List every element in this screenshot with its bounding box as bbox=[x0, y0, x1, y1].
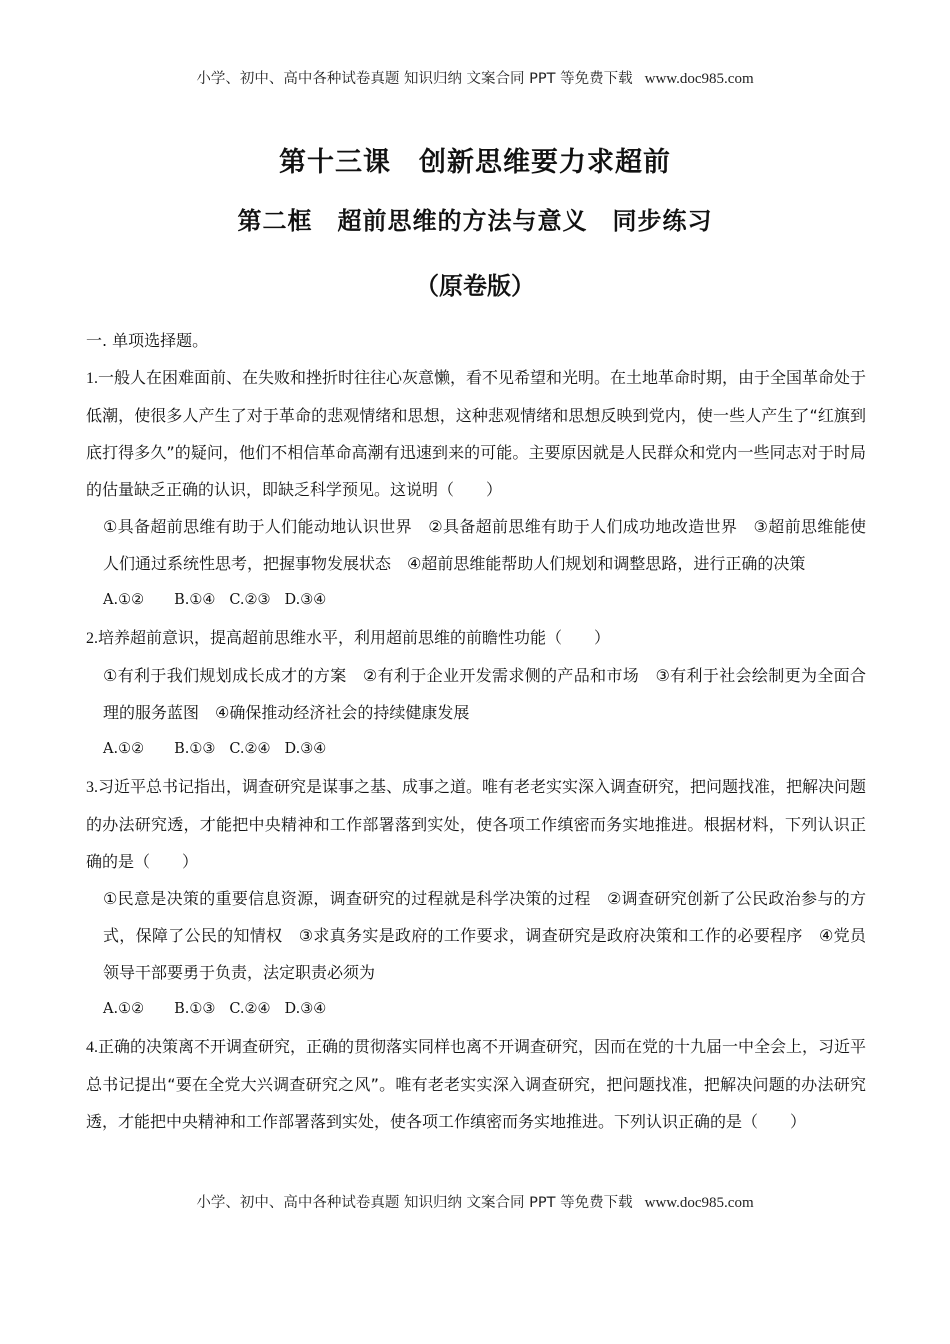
choice-d[interactable]: D.③④ bbox=[284, 592, 327, 608]
choice-c[interactable]: C.②④ bbox=[229, 1001, 271, 1017]
question-options: ①民意是决策的重要信息资源，调查研究的过程就是科学决策的过程 ②调查研究创新了公民政治参与的方式，保障了公民的知情权 ③求真务实是政府的工作要求，调查研究是政府决策和工作的必要程序 ④党员领导干部要勇于负责，法定职责必须为 bbox=[103, 889, 866, 982]
section-title: 第二框 超前思维的方法与意义 同步练习 bbox=[237, 207, 713, 235]
edition-label: （原卷版） bbox=[415, 272, 535, 300]
question-3 bbox=[86, 768, 866, 1028]
footer-url[interactable]: www.doc985.com bbox=[644, 1195, 754, 1211]
footer-text: 小学、初中、高中各种试卷真题 知识归纳 文案合同 PPT 等免费下载 bbox=[196, 1195, 633, 1211]
question-options: ①有利于我们规划成长成才的方案 ②有利于企业开发需求侧的产品和市场 ③有利于社会绘制更为全面合理的服务蓝图 ④确保推动经济社会的持续健康发展 bbox=[103, 666, 866, 722]
choice-c[interactable]: C.②④ bbox=[229, 741, 271, 757]
section-heading: 一. 单项选择题。 bbox=[86, 331, 209, 350]
choice-c[interactable]: C.②③ bbox=[229, 592, 271, 608]
page-footer bbox=[0, 1191, 950, 1212]
question-stem bbox=[86, 768, 866, 880]
question-stem bbox=[86, 359, 866, 508]
choice-a[interactable]: A.①② bbox=[103, 741, 145, 757]
question-stem bbox=[86, 1028, 866, 1140]
question-stem bbox=[86, 619, 866, 657]
answer-choices bbox=[86, 582, 866, 619]
page-header bbox=[0, 67, 950, 88]
choice-b[interactable]: B.①③ bbox=[174, 741, 216, 757]
choice-b[interactable]: B.①③ bbox=[174, 1001, 216, 1017]
choice-b[interactable]: B.①④ bbox=[174, 592, 216, 608]
choice-a[interactable]: A.①② bbox=[103, 592, 145, 608]
question-text: 培养超前意识，提高超前思维水平，利用超前思维的前瞻性功能（ ） bbox=[98, 628, 611, 647]
question-1 bbox=[86, 359, 866, 619]
question-number: 3. bbox=[86, 779, 98, 796]
choice-d[interactable]: D.③④ bbox=[284, 741, 327, 757]
question-2 bbox=[86, 619, 866, 768]
question-text: 正确的决策离不开调查研究，正确的贯彻落实同样也离不开调查研究，因而在党的十九届一中全会上，习近平总书记提出“要在全党大兴调查研究之风”。唯有老老实实深入调查研究，把问题找准，把解决问题的办法研究透，才能把中央精神和工作部署落到实处，使各项工作缜密而务实地推进。下列认识正确的是（ ） bbox=[86, 1037, 867, 1131]
question-number: 1. bbox=[86, 370, 98, 387]
answer-choices bbox=[86, 991, 866, 1028]
choice-d[interactable]: D.③④ bbox=[284, 1001, 327, 1017]
header-text: 小学、初中、高中各种试卷真题 知识归纳 文案合同 PPT 等免费下载 bbox=[196, 71, 633, 87]
answer-choices bbox=[86, 731, 866, 768]
question-number: 4. bbox=[86, 1039, 98, 1056]
header-url[interactable]: www.doc985.com bbox=[644, 71, 754, 87]
questions-body bbox=[86, 322, 866, 1140]
question-number: 2. bbox=[86, 630, 98, 647]
choice-a[interactable]: A.①② bbox=[103, 1001, 145, 1017]
question-4 bbox=[86, 1028, 866, 1140]
question-text: 习近平总书记指出，调查研究是谋事之基、成事之道。唯有老老实实深入调查研究，把问题找准，把解决问题的办法研究透，才能把中央精神和工作部署落到实处，使各项工作缜密而务实地推进。根据材料，下列认识正确的是（ ） bbox=[86, 777, 867, 871]
lesson-title: 第十三课 创新思维要力求超前 bbox=[279, 147, 671, 178]
question-text: 一般人在困难面前、在失败和挫折时往往心灰意懒，看不见希望和光明。在土地革命时期，由于全国革命处于低潮，使很多人产生了对于革命的悲观情绪和思想，这种悲观情绪和思想反映到党内，使一些人产生了“红旗到底打得多久”的疑问，他们不相信革命高潮有迅速到来的可能。主要原因就是人民群众和党内一些同志对于时局的估量缺乏正确的认识，即缺乏科学预见。这说明（ ） bbox=[86, 368, 867, 499]
question-options: ①具备超前思维有助于人们能动地认识世界 ②具备超前思维有助于人们成功地改造世界 ③超前思维能使人们通过系统性思考，把握事物发展状态 ④超前思维能帮助人们规划和调整思路，进行正确的决策 bbox=[103, 517, 866, 573]
